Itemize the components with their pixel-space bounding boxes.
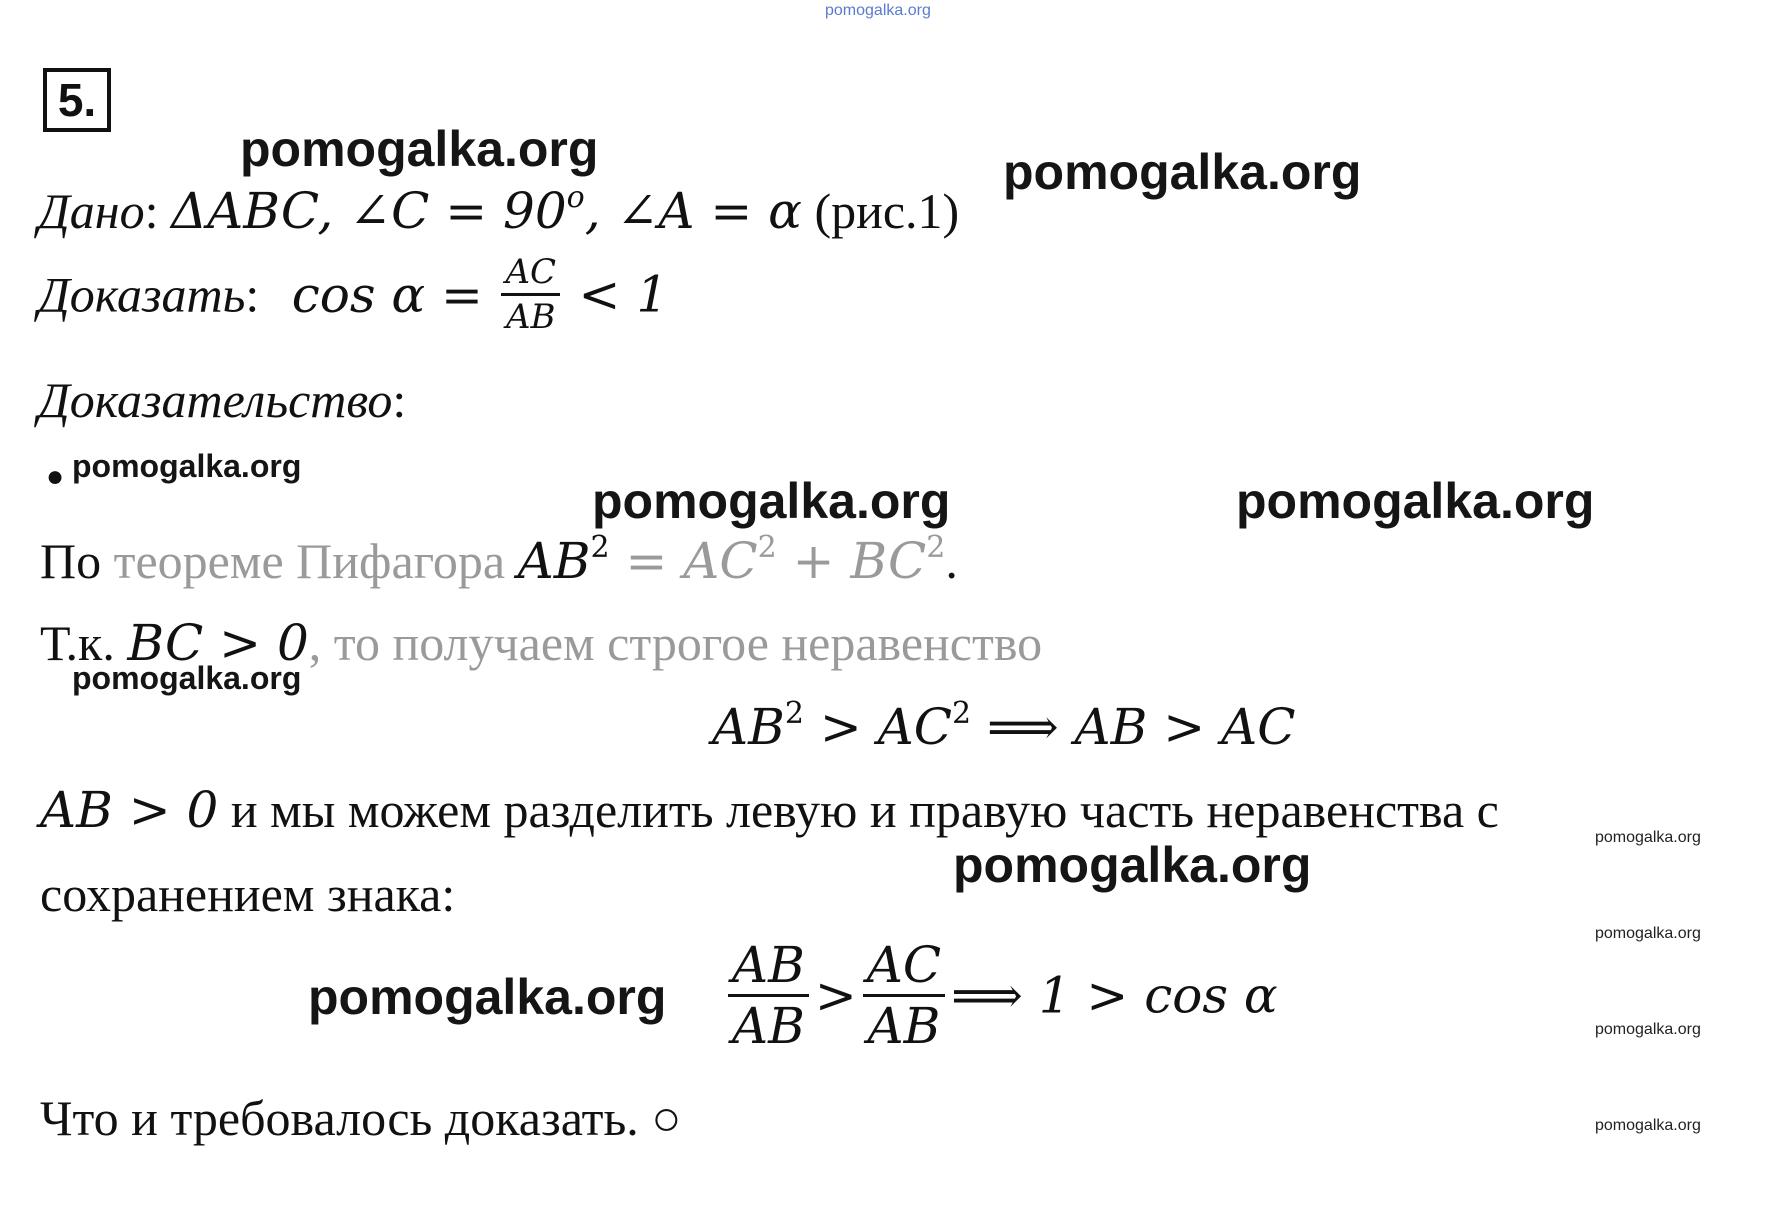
prove-line: [38, 252, 669, 337]
given-math-2: , ∠A = α: [584, 182, 802, 240]
final-numerator-2: AC: [863, 940, 945, 997]
pythagoras-text-dark: По: [40, 533, 114, 589]
watermark-top: pomogalka.org: [825, 2, 931, 19]
final-gt: >: [814, 966, 857, 1025]
problem-number: 5.: [43, 68, 111, 132]
since-text: , то получаем строгое неравенство: [308, 615, 1043, 671]
watermark-9: pomogalka.org: [1595, 829, 1701, 846]
implication-b: > AC: [803, 698, 952, 756]
pythagoras-line: [40, 530, 958, 590]
divide-math: AB > 0: [40, 781, 219, 839]
implication-sup-2: 2: [952, 696, 972, 731]
watermark-12: pomogalka.org: [1595, 1117, 1701, 1134]
divide-line-2: сохранением знака:: [40, 866, 456, 922]
given-label: Дано: [38, 183, 145, 239]
prove-colon: :: [245, 266, 260, 323]
prove-lhs: cos α =: [291, 265, 483, 324]
given-ref: (рис.1): [814, 183, 960, 239]
final-fraction-2: [863, 936, 945, 1055]
final-denominator-2: AB: [867, 997, 941, 1055]
pythagoras-end: .: [945, 533, 958, 589]
implication-line: [712, 696, 1296, 756]
given-colon: :: [144, 183, 159, 239]
proof-label: Доказательство: [38, 372, 393, 428]
divide-line: [40, 781, 1499, 839]
watermark-6: pomogalka.org: [72, 660, 302, 696]
watermark-2: pomogalka.org: [1003, 144, 1362, 200]
pythagoras-eq: = AC: [609, 532, 758, 590]
watermark-5: pomogalka.org: [1236, 473, 1595, 529]
watermark-11: pomogalka.org: [1595, 1021, 1701, 1038]
final-fraction-1: [728, 936, 809, 1055]
prove-rhs: < 1: [578, 265, 669, 324]
proof-colon: :: [392, 372, 407, 428]
divide-text: и мы можем разделить левую и правую часть неравенства с: [218, 782, 1499, 838]
watermark-8: pomogalka.org: [308, 969, 667, 1025]
final-tail: ⟹ 1 > cos α: [951, 966, 1278, 1025]
given-degree: o: [566, 180, 585, 215]
prove-numerator: AC: [501, 255, 560, 296]
given-line: [38, 180, 960, 240]
pythagoras-plus: + BC: [776, 532, 927, 590]
final-denominator-1: AB: [732, 997, 805, 1055]
pythagoras-ab: AB: [517, 532, 591, 590]
pythagoras-sup-1: 2: [590, 530, 610, 565]
pythagoras-sup-3: 2: [926, 530, 946, 565]
pythagoras-text-faded: теореме Пифагора: [113, 533, 518, 589]
since-math: BC > 0: [127, 614, 309, 672]
prove-label: Доказать: [38, 266, 246, 323]
pythagoras-sup-2: 2: [757, 530, 777, 565]
implication-sup-1: 2: [784, 696, 804, 731]
proof-heading: [38, 372, 407, 428]
prove-denominator: AB: [505, 297, 556, 337]
implication-c: ⟹ AB > AC: [971, 698, 1296, 756]
watermark-1: pomogalka.org: [240, 121, 599, 177]
conclusion: Что и требовалось доказать. ○: [40, 1090, 682, 1146]
watermark-3: pomogalka.org: [72, 448, 302, 484]
given-math: ΔABC, ∠C = 90: [171, 182, 567, 240]
prove-fraction: [501, 252, 560, 337]
watermark-10: pomogalka.org: [1595, 925, 1701, 942]
final-numerator-1: AB: [728, 940, 809, 997]
watermark-7: pomogalka.org: [953, 837, 1312, 893]
implication-a: AB: [712, 698, 785, 756]
watermark-4: pomogalka.org: [592, 473, 951, 529]
final-line: [722, 936, 1278, 1055]
since-line: [40, 614, 1043, 672]
bullet-dot: ●: [46, 460, 65, 493]
since-prefix: Т.к.: [40, 615, 128, 671]
